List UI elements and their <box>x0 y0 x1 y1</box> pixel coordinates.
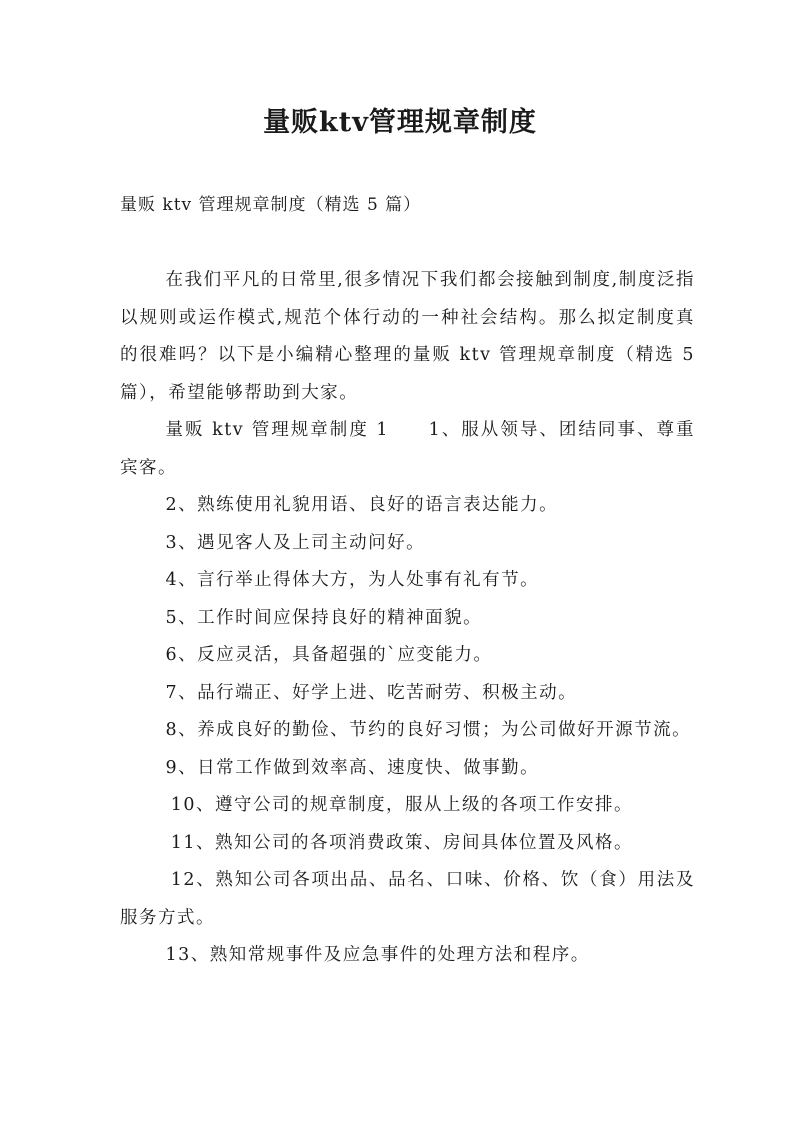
document-body <box>120 262 695 975</box>
document-title: 量贩ktv管理规章制度 <box>263 107 537 138</box>
rule-item: 量贩 ktv 管理规章制度 1 1、服从领导、团结同事、尊重宾客。 <box>120 420 695 478</box>
rule-item: 3、遇见客人及上司主动问好。 <box>165 532 426 553</box>
rule-item: 11、熟知公司的各项消费政策、房间具体位置及风格。 <box>170 832 634 853</box>
rule-item: 9、日常工作做到效率高、速度快、做事勤。 <box>165 757 540 778</box>
rule-item: 8、养成良好的勤俭、节约的良好习惯；为公司做好开源节流。 <box>165 720 692 740</box>
rule-item: 10、遵守公司的规章制度，服从上级的各项工作安排。 <box>170 795 634 815</box>
rule-item: 5、工作时间应保持良好的精神面貌。 <box>165 607 483 628</box>
document-subtitle: 量贩 ktv 管理规章制度（精选 5 篇） <box>120 195 422 215</box>
rule-item: 6、反应灵活，具备超强的`应变能力。 <box>165 645 493 665</box>
rule-item: 13、熟知常规事件及应急事件的处理方法和程序。 <box>165 945 590 965</box>
rule-item: 4、言行举止得体大方，为人处事有礼有节。 <box>165 570 540 590</box>
rule-item: 12、熟知公司各项出品、品名、口味、价格、饮（食）用法及服务方式。 <box>120 870 695 928</box>
rule-item: 7、品行端正、好学上进、吃苦耐劳、积极主动。 <box>165 682 578 703</box>
rule-item: 2、熟练使用礼貌用语、良好的语言表达能力。 <box>165 495 559 515</box>
intro-paragraph: 在我们平凡的日常里,很多情况下我们都会接触到制度,制度泛指以规则或运作模式,规范个体行动的一种社会结构。那么拟定制度真的很难吗？以下是小编精心整理的量贩 ktv 管理规章制度（精选 5 篇），希望能够帮助到大家。 <box>120 270 695 403</box>
